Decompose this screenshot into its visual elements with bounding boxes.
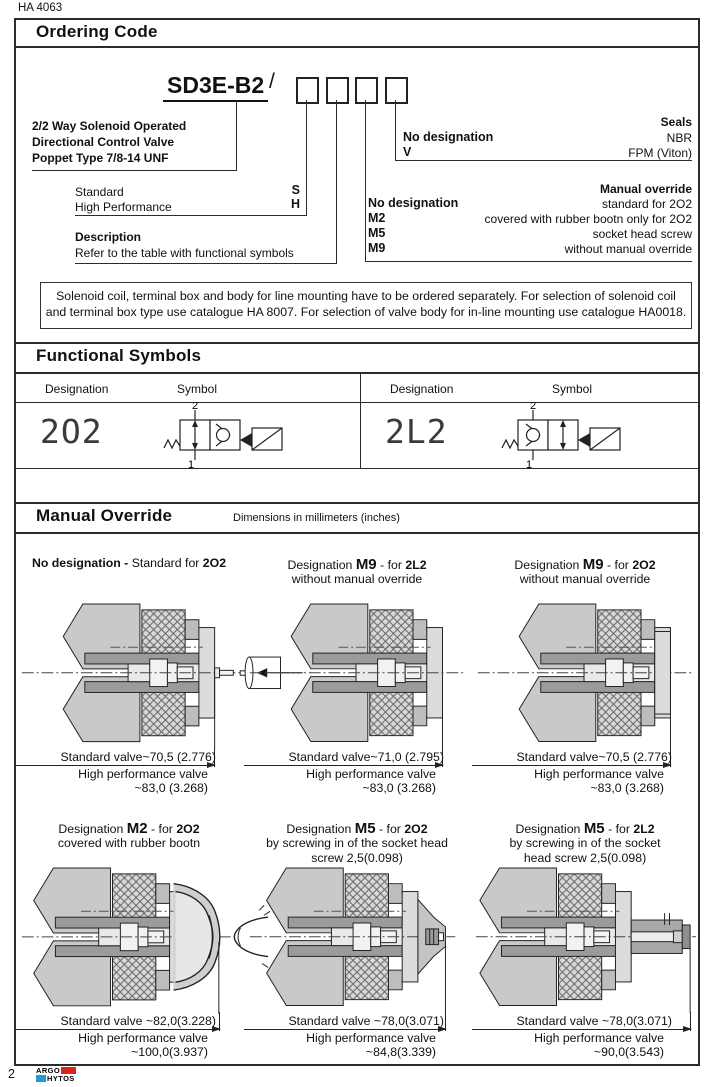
divider: [14, 532, 698, 534]
divider: [14, 46, 698, 48]
figure-code: M5: [583, 820, 605, 837]
seals-code: No designation: [403, 130, 494, 144]
dimension-standard: Standard valve ~78,0(3.071): [288, 1014, 444, 1028]
connector-line: [75, 215, 307, 216]
product-line: Poppet Type 7/8-14 UNF: [32, 151, 169, 165]
valve-cross-section-m9: [472, 602, 698, 749]
figure-title-segment: - for: [604, 822, 634, 836]
column-header-designation: Designation: [45, 382, 109, 396]
model-separator: /: [269, 70, 275, 93]
manual-override-title: Manual override: [599, 182, 692, 196]
product-line: Directional Control Valve: [32, 135, 175, 149]
dimension-hp-label: High performance valve: [534, 1031, 664, 1045]
dimension-standard: Standard valve~70,5 (2.776): [516, 750, 672, 764]
product-line: 2/2 Way Solenoid Operated: [32, 119, 187, 133]
figure-subtitle: covered with rubber bootn: [57, 836, 201, 850]
figure-title-segment: - for: [375, 822, 405, 836]
connector-line: [306, 100, 307, 215]
valve-cross-section-m5-socket-screw: [244, 866, 470, 1013]
dimension-block: [16, 750, 242, 795]
port-label-1: 1: [187, 459, 195, 470]
valve-cross-section-m9: [244, 602, 470, 749]
port-label-2: 2: [529, 402, 537, 412]
argo-hytos-logo: [36, 1066, 76, 1082]
performance-code: S: [291, 183, 300, 197]
override-code: M5: [368, 226, 386, 240]
figure-m5-2o2: [244, 820, 470, 1066]
dimension-hp-label: High performance valve: [78, 767, 208, 781]
dimension-arrow: [16, 765, 215, 766]
connector-line: [365, 261, 692, 262]
dimension-arrow: [472, 1029, 691, 1030]
dimension-arrow: [16, 1029, 220, 1030]
figure-subtitle: by screwing in of the socket head: [266, 836, 448, 850]
note-line: and terminal box type use catalogue HA 8007. For selection of valve body for in-line mounting use catalogue HA0018.: [45, 305, 687, 319]
dimension-block: [472, 750, 698, 795]
dimension-standard: Standard valve~70,5 (2.776): [60, 750, 216, 764]
figure-title: [472, 556, 698, 573]
figure-valve-type: 2L2: [405, 558, 427, 572]
override-code: No designation: [368, 196, 459, 210]
figure-title-segment: Standard for: [128, 556, 203, 570]
override-value: socket head screw: [592, 227, 692, 241]
logo-blue-block: [36, 1075, 46, 1082]
dimension-hp-label: High performance valve: [306, 767, 436, 781]
logo-red-block: [61, 1067, 76, 1074]
figure-m9-2l2: [244, 556, 470, 802]
designation-2o2: 2O2: [40, 412, 103, 451]
figure-m2-2o2: [16, 820, 242, 1066]
figure-valve-type: 2O2: [632, 558, 656, 572]
figure-code: M2: [126, 820, 148, 837]
figure-code: M5: [354, 820, 376, 837]
figure-title: [16, 820, 242, 837]
figure-subtitle: without manual override: [519, 572, 651, 586]
dimension-standard: Standard valve~71,0 (2.795): [288, 750, 444, 764]
figure-valve-type: 2L2: [633, 822, 655, 836]
connector-line: [75, 263, 337, 264]
note-line: Solenoid coil, terminal box and body for line mounting have to be ordered separately. For selection of solenoid coil: [56, 289, 676, 303]
ordering-code-title: Ordering Code: [36, 22, 158, 41]
figure-title-segment: Designation: [515, 822, 584, 836]
figure-title-segment: Designation: [287, 558, 356, 572]
designation-2l2: 2L2: [385, 412, 448, 451]
seals-value: FPM (Viton): [628, 146, 692, 160]
figure-title: [472, 820, 698, 837]
product-description-block: [32, 118, 186, 166]
divider: [14, 502, 698, 504]
order-code-box-4: [385, 77, 408, 104]
dimension-block: [244, 1014, 470, 1059]
figure-subtitle: by screwing in of the socket: [509, 836, 661, 850]
dimension-arrow: [244, 765, 443, 766]
hydraulic-symbol-2o2: [140, 402, 335, 470]
override-value: covered with rubber bootn only for 2O2: [484, 212, 692, 226]
model-code: SD3E-B2: [163, 72, 268, 102]
logo-word-hytos: HYTOS: [47, 1073, 75, 1083]
seals-value: NBR: [666, 131, 692, 145]
dimension-hp-label: High performance valve: [534, 767, 664, 781]
figure-title-segment: Designation: [514, 558, 583, 572]
seals-code: V: [403, 145, 412, 159]
figure-subtitle: head screw 2,5(0.098): [523, 851, 647, 865]
dimension-standard: Standard valve ~82,0(3.228): [60, 1014, 216, 1028]
figure-subtitle: screw 2,5(0.098): [311, 851, 403, 865]
column-header-symbol: Symbol: [177, 382, 218, 396]
figure-subtitle: without manual override: [291, 572, 423, 586]
override-value: standard for 2O2: [601, 197, 692, 211]
dimensions-note: Dimensions in millimeters (inches): [233, 512, 400, 524]
figure-code: M9: [582, 556, 604, 573]
order-code-box-1: [296, 77, 319, 104]
order-code-box-2: [326, 77, 349, 104]
figure-no-designation: [16, 556, 242, 802]
dimension-standard: Standard valve ~78,0(3.071): [516, 1014, 672, 1028]
port-label-1: 1: [525, 459, 533, 470]
figure-valve-type: 2O2: [202, 556, 227, 570]
functional-symbols-title: Functional Symbols: [36, 346, 202, 365]
dimension-hp-label: High performance valve: [306, 1031, 436, 1045]
port-label-2: 2: [191, 402, 199, 412]
figure-valve-type: 2O2: [404, 822, 428, 836]
figure-title-segment: - for: [603, 558, 633, 572]
override-code: M9: [368, 241, 386, 255]
dimension-hp-value: ~90,0(3.543): [593, 1045, 664, 1059]
connector-line: [336, 100, 337, 263]
connector-line: [395, 100, 396, 160]
hydraulic-symbol-2l2: [478, 402, 673, 470]
figure-valve-type: 2O2: [176, 822, 200, 836]
connector-line: [236, 100, 237, 170]
dimension-hp-value: ~100,0(3.937): [131, 1045, 208, 1059]
dimension-block: [16, 1014, 242, 1059]
page-number: 2: [8, 1067, 15, 1081]
order-code-box-3: [355, 77, 378, 104]
figure-title-segment: - for: [147, 822, 177, 836]
dimension-hp-value: ~84,8(3.339): [365, 1045, 436, 1059]
divider: [14, 372, 698, 374]
performance-label: High Performance: [75, 200, 172, 214]
column-header-symbol: Symbol: [552, 382, 593, 396]
figure-title: [16, 556, 242, 570]
seals-title: Seals: [660, 115, 692, 129]
column-header-designation: Designation: [390, 382, 454, 396]
figure-title-segment: Designation: [286, 822, 355, 836]
dimension-block: [244, 750, 470, 795]
dimension-hp-value: ~83,0 (3.268): [134, 781, 208, 795]
figure-title-segment: Designation: [58, 822, 127, 836]
figure-title-segment: - for: [376, 558, 406, 572]
valve-cross-section-m5-extended: [472, 866, 698, 1013]
connector-line: [32, 170, 237, 171]
performance-label: Standard: [75, 185, 124, 199]
manual-override-section-title: Manual Override: [36, 506, 173, 525]
figure-title: [244, 556, 470, 573]
figure-title-segment: No designation -: [31, 556, 129, 570]
description-text: Refer to the table with functional symbols: [75, 246, 294, 260]
description-title: Description: [75, 230, 142, 244]
dimension-hp-label: High performance valve: [78, 1031, 208, 1045]
dimension-hp-value: ~83,0 (3.268): [590, 781, 664, 795]
figure-code: M9: [355, 556, 377, 573]
valve-cross-section-m2-rubber-boot: [16, 866, 272, 1014]
performance-code: H: [290, 197, 300, 211]
override-value: without manual override: [564, 242, 692, 256]
ordering-note: [40, 282, 692, 329]
dimension-block: [472, 1014, 698, 1059]
figure-m5-2l2: [472, 820, 698, 1066]
figure-m9-2o2: [472, 556, 698, 802]
dimension-arrow: [244, 1029, 446, 1030]
override-code: M2: [368, 211, 386, 225]
document-code: HA 4063: [18, 2, 63, 14]
figure-title: [244, 820, 470, 837]
logo-word-argo: ARGO: [36, 1065, 61, 1075]
connector-line: [365, 100, 366, 261]
dimension-arrow: [472, 765, 671, 766]
divider: [14, 342, 698, 344]
dimension-hp-value: ~83,0 (3.268): [362, 781, 436, 795]
table-divider: [360, 372, 361, 468]
